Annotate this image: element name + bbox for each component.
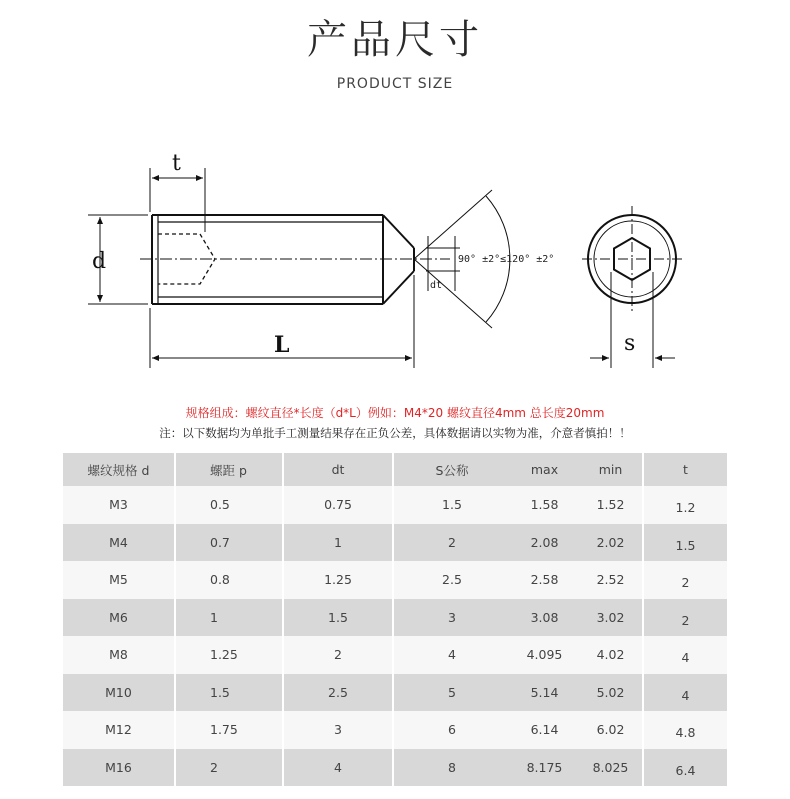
page-title: 产品尺寸 bbox=[307, 17, 483, 63]
label-dt: dt bbox=[430, 280, 443, 291]
table-row bbox=[63, 636, 727, 674]
table-row bbox=[63, 674, 727, 712]
table-cell: M8 bbox=[63, 636, 175, 674]
table-cell: 1 bbox=[283, 524, 393, 562]
table-cell: 2.08 bbox=[510, 524, 579, 562]
table-cell: 1.5 bbox=[393, 486, 510, 524]
label-angle: 90° ±2°≤120° ±2° bbox=[458, 254, 555, 265]
table-cell: 1.5 bbox=[175, 674, 283, 712]
table-cell: 4.8 bbox=[643, 711, 727, 749]
table-cell: 1 bbox=[175, 599, 283, 637]
table-cell: M12 bbox=[63, 711, 175, 749]
table-row bbox=[63, 486, 727, 524]
table-header-row bbox=[63, 453, 727, 486]
table-cell: M16 bbox=[63, 749, 175, 787]
label-s: s bbox=[624, 331, 636, 356]
table-cell: 5.14 bbox=[510, 674, 579, 712]
table-cell: 2.5 bbox=[283, 674, 393, 712]
col-header: max bbox=[510, 453, 579, 486]
col-header: min bbox=[579, 453, 643, 486]
label-t: t bbox=[172, 151, 181, 176]
table-cell: 2.52 bbox=[579, 561, 643, 599]
table-cell: 2 bbox=[283, 636, 393, 674]
table-cell: 6.14 bbox=[510, 711, 579, 749]
table-cell: 4 bbox=[643, 636, 727, 674]
table-cell: 8 bbox=[393, 749, 510, 787]
table-cell: 5.02 bbox=[579, 674, 643, 712]
table-cell: 4.02 bbox=[579, 636, 643, 674]
table-cell: M6 bbox=[63, 599, 175, 637]
table-cell: 2 bbox=[175, 749, 283, 787]
table-cell: 0.75 bbox=[283, 486, 393, 524]
table-cell: 2 bbox=[393, 524, 510, 562]
table-cell: 1.58 bbox=[510, 486, 579, 524]
table-cell: 1.5 bbox=[643, 524, 727, 562]
table-row bbox=[63, 599, 727, 637]
col-header: S公称 bbox=[393, 453, 510, 486]
table-cell: 2 bbox=[643, 599, 727, 637]
col-header: t bbox=[643, 453, 727, 486]
table-cell: 4 bbox=[643, 674, 727, 712]
table-row bbox=[63, 524, 727, 562]
table-cell: 4 bbox=[393, 636, 510, 674]
col-header: dt bbox=[283, 453, 393, 486]
col-header: 螺距 p bbox=[175, 453, 283, 486]
technical-drawing bbox=[0, 150, 790, 380]
table-cell: 3.02 bbox=[579, 599, 643, 637]
disclaimer-note: 注：以下数据均为单批手工测量结果存在正负公差，具体数据请以实物为准，介意者慎拍！！ bbox=[159, 426, 631, 440]
table-cell: 6 bbox=[393, 711, 510, 749]
table-cell: 1.52 bbox=[579, 486, 643, 524]
table-cell: 2 bbox=[643, 561, 727, 599]
table-cell: 4 bbox=[283, 749, 393, 787]
table-cell: 4.095 bbox=[510, 636, 579, 674]
page-subtitle: PRODUCT SIZE bbox=[336, 76, 454, 92]
label-d: d bbox=[92, 249, 107, 274]
size-table bbox=[63, 453, 727, 786]
table-cell: 1.25 bbox=[175, 636, 283, 674]
table-cell: 2.58 bbox=[510, 561, 579, 599]
table-cell: M3 bbox=[63, 486, 175, 524]
table-cell: 0.8 bbox=[175, 561, 283, 599]
table-cell: 0.5 bbox=[175, 486, 283, 524]
table-row bbox=[63, 749, 727, 787]
col-header: 螺纹规格 d bbox=[63, 453, 175, 486]
label-L: L bbox=[274, 332, 290, 358]
table-cell: 6.4 bbox=[643, 749, 727, 787]
table-cell: 3 bbox=[283, 711, 393, 749]
table-cell: 2.5 bbox=[393, 561, 510, 599]
table-cell: 1.2 bbox=[643, 486, 727, 524]
table-cell: M5 bbox=[63, 561, 175, 599]
table-row bbox=[63, 561, 727, 599]
spec-note: 规格组成：螺纹直径*长度（d*L）例如：M4*20 螺纹直径4mm 总长度20mm bbox=[185, 406, 605, 420]
table-cell: 8.025 bbox=[579, 749, 643, 787]
table-cell: M4 bbox=[63, 524, 175, 562]
table-cell: M10 bbox=[63, 674, 175, 712]
table-cell: 8.175 bbox=[510, 749, 579, 787]
table-cell: 5 bbox=[393, 674, 510, 712]
table-row bbox=[63, 711, 727, 749]
table-cell: 1.5 bbox=[283, 599, 393, 637]
table-cell: 2.02 bbox=[579, 524, 643, 562]
table-cell: 1.25 bbox=[283, 561, 393, 599]
table-cell: 3.08 bbox=[510, 599, 579, 637]
table-cell: 3 bbox=[393, 599, 510, 637]
table-cell: 1.75 bbox=[175, 711, 283, 749]
table-cell: 0.7 bbox=[175, 524, 283, 562]
table-cell: 6.02 bbox=[579, 711, 643, 749]
